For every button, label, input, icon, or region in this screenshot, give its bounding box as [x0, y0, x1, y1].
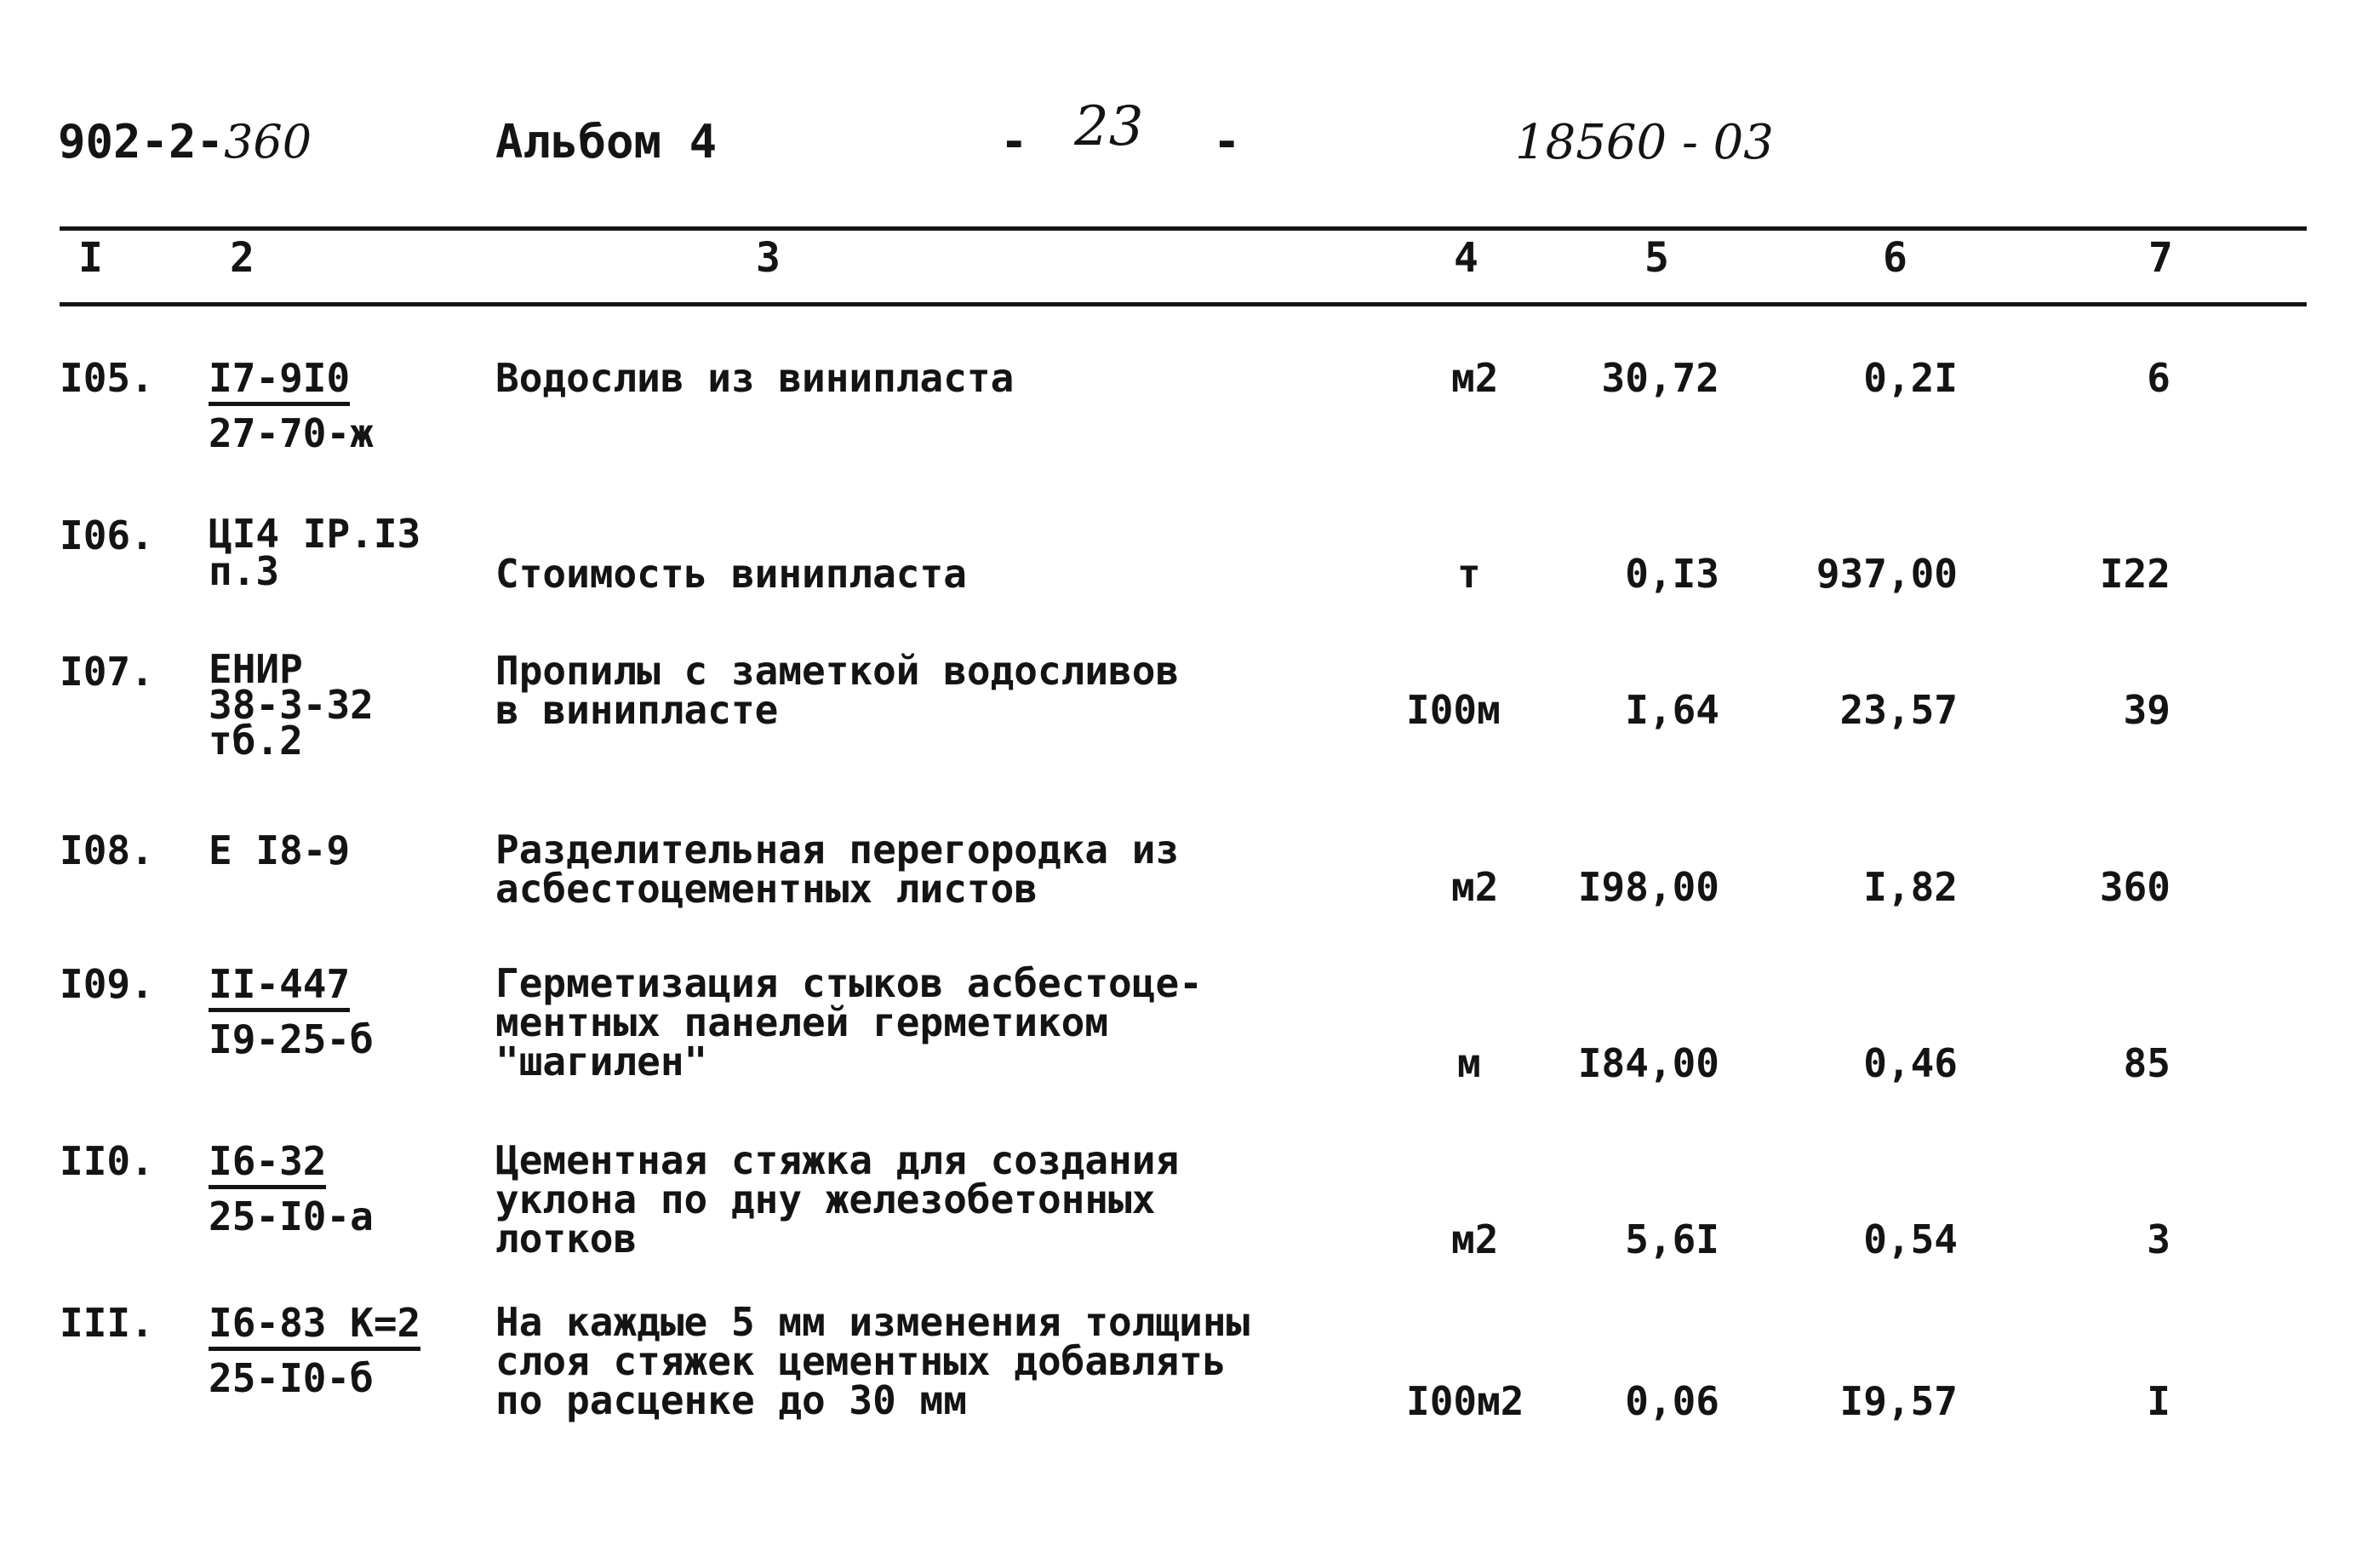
description-line: уклона по дну железобетонных: [495, 1176, 1156, 1222]
norm-code: [209, 1138, 374, 1239]
code-denominator: I9-25-б: [209, 1016, 374, 1062]
unit: т: [1457, 551, 1481, 597]
code-numerator: I7-9I0: [209, 358, 350, 406]
series-print: 902-2-: [58, 115, 225, 169]
row-number: I09.: [60, 961, 154, 1007]
unit: I00м2: [1406, 1378, 1524, 1424]
description-line: Водослив из винипласта: [495, 355, 1015, 401]
column-header-6: 6: [1883, 234, 1907, 282]
total-cost: 3: [2147, 1216, 2170, 1262]
unit: м2: [1451, 355, 1499, 401]
code-denominator: 25-I0-б: [209, 1355, 374, 1401]
description-line: Стоимость винипласта: [495, 551, 967, 597]
description-line: На каждые 5 мм изменения толщины: [495, 1299, 1250, 1345]
quantity: I,64: [1625, 687, 1719, 733]
description-line: "шагилен": [495, 1039, 708, 1084]
description-line: слоя стяжек цементных добавлять: [495, 1338, 1227, 1384]
work-description: [495, 551, 967, 597]
total-cost: 39: [2123, 687, 2170, 733]
unit: м2: [1451, 1216, 1499, 1262]
unit-price: 23,57: [1839, 687, 1958, 733]
row-number: II0.: [60, 1138, 154, 1184]
norm-code: [209, 646, 374, 764]
norm-code: [209, 827, 351, 873]
total-cost: 85: [2123, 1040, 2170, 1086]
column-header-2: 2: [230, 234, 255, 282]
code-line: ЕНИР: [209, 646, 303, 692]
description-line: Разделительная перегородка из: [495, 827, 1180, 873]
unit: м2: [1451, 864, 1499, 910]
unit-price: 0,46: [1863, 1040, 1958, 1086]
unit-price: 0,2I: [1863, 355, 1958, 401]
album-label: Альбом 4: [495, 115, 718, 169]
norm-code: [209, 1302, 420, 1399]
quantity: 30,72: [1601, 355, 1719, 401]
work-description: [495, 355, 1015, 401]
series-handwritten: 360: [224, 115, 312, 169]
work-description: [495, 648, 1180, 733]
code-line: п.3: [209, 548, 280, 594]
norm-code: [209, 355, 374, 456]
page-dash-left: -: [1000, 115, 1028, 169]
quantity: I84,00: [1577, 1040, 1719, 1086]
code-numerator: II-447: [209, 964, 350, 1012]
total-cost: 360: [2099, 864, 2170, 910]
norm-code: [209, 511, 421, 594]
document-series: [58, 115, 312, 169]
unit-price: I9,57: [1839, 1378, 1958, 1424]
row-number: I07.: [60, 649, 154, 695]
description-line: лотков: [495, 1216, 638, 1262]
page-number: 23: [1074, 95, 1144, 158]
unit-price: 0,54: [1863, 1216, 1958, 1262]
code-numerator: I6-83 К=2: [209, 1302, 420, 1351]
row-number: III.: [60, 1300, 154, 1346]
unit-price: 937,00: [1816, 551, 1958, 597]
row-number: I05.: [60, 355, 154, 401]
code-line: ЦI4 IP.I3: [209, 511, 421, 557]
column-header-3: 3: [756, 234, 781, 282]
document-code: 18560 - 03: [1515, 115, 1774, 170]
quantity: 0,06: [1625, 1378, 1719, 1424]
unit: м: [1457, 1040, 1481, 1086]
description-line: по расценке до 30 мм: [495, 1377, 967, 1423]
total-cost: 6: [2147, 355, 2170, 401]
total-cost: I: [2147, 1378, 2170, 1424]
description-line: Герметизация стыков асбестоце-: [495, 960, 1203, 1006]
table-top-rule: [60, 226, 2307, 231]
row-number: I06.: [60, 512, 154, 558]
quantity: 0,I3: [1625, 551, 1719, 597]
description-line: Пропилы с заметкой водосливов: [495, 648, 1180, 694]
work-description: [495, 1137, 1180, 1262]
code-denominator: 25-I0-а: [209, 1193, 374, 1239]
description-line: Цементная стяжка для создания: [495, 1137, 1180, 1183]
code-numerator: I6-32: [209, 1141, 326, 1189]
norm-code: [209, 961, 374, 1062]
code-line: тб.2: [209, 718, 303, 764]
quantity: I98,00: [1577, 864, 1719, 910]
description-line: ментных панелей герметиком: [495, 999, 1109, 1045]
work-description: [495, 1299, 1250, 1423]
column-header-1: I: [78, 234, 103, 282]
quantity: 5,6I: [1625, 1216, 1719, 1262]
work-description: [495, 960, 1203, 1084]
column-header-4: 4: [1454, 234, 1478, 282]
page-dash-right: -: [1213, 115, 1241, 169]
unit-price: I,82: [1863, 864, 1958, 910]
description-line: в винипласте: [495, 687, 779, 733]
description-line: асбестоцементных листов: [495, 866, 1038, 912]
table-header-rule: [60, 302, 2307, 306]
column-header-5: 5: [1644, 234, 1669, 282]
row-number: I08.: [60, 827, 154, 873]
unit: I00м: [1406, 687, 1501, 733]
code-line: 38-3-32: [209, 682, 374, 728]
total-cost: I22: [2099, 551, 2170, 597]
work-description: [495, 827, 1180, 912]
column-header-7: 7: [2148, 234, 2173, 282]
code-denominator: 27-70-ж: [209, 410, 374, 456]
code-line: Е I8-9: [209, 827, 351, 873]
